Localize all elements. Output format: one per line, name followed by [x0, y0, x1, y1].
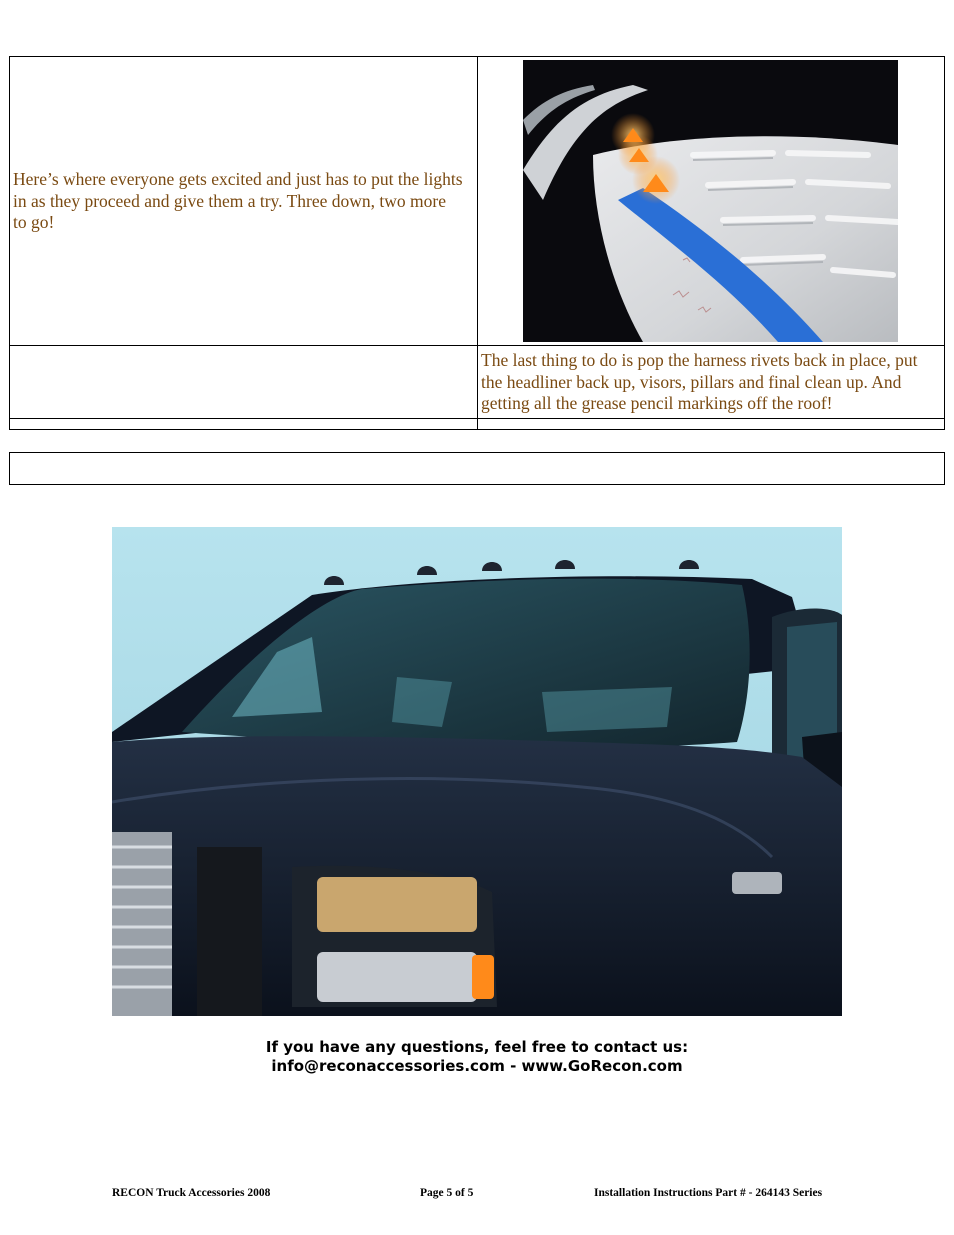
roof-cab-lights-photo — [523, 60, 898, 342]
contact-prompt: If you have any questions, feel free to contact us: — [265, 1038, 689, 1056]
step-text-final-cleanup: The last thing to do is pop the harness rivets back in place, put the headliner back up, visors, pillars and final clean up. And getting all the grease pencil markings off the roof! — [481, 350, 918, 413]
truck-cab-lights-photo — [112, 527, 842, 1016]
table-row-divider — [9, 345, 945, 346]
contact-details: info@reconaccessories.com - www.GoRecon.com — [271, 1057, 683, 1075]
footer-page-number: Page 5 of 5 — [420, 1187, 474, 1199]
footer-part-number: Installation Instructions Part # - 264143 Series — [594, 1187, 823, 1199]
table-row-divider — [9, 418, 945, 419]
footer-company: RECON Truck Accessories 2008 — [112, 1187, 271, 1199]
empty-note-box — [9, 452, 945, 485]
table-column-divider — [477, 56, 478, 430]
step-text-lights-test: Here’s where everyone gets excited and just has to put the lights in as they proceed and give them a try. Three down, two more to go! — [13, 169, 463, 232]
